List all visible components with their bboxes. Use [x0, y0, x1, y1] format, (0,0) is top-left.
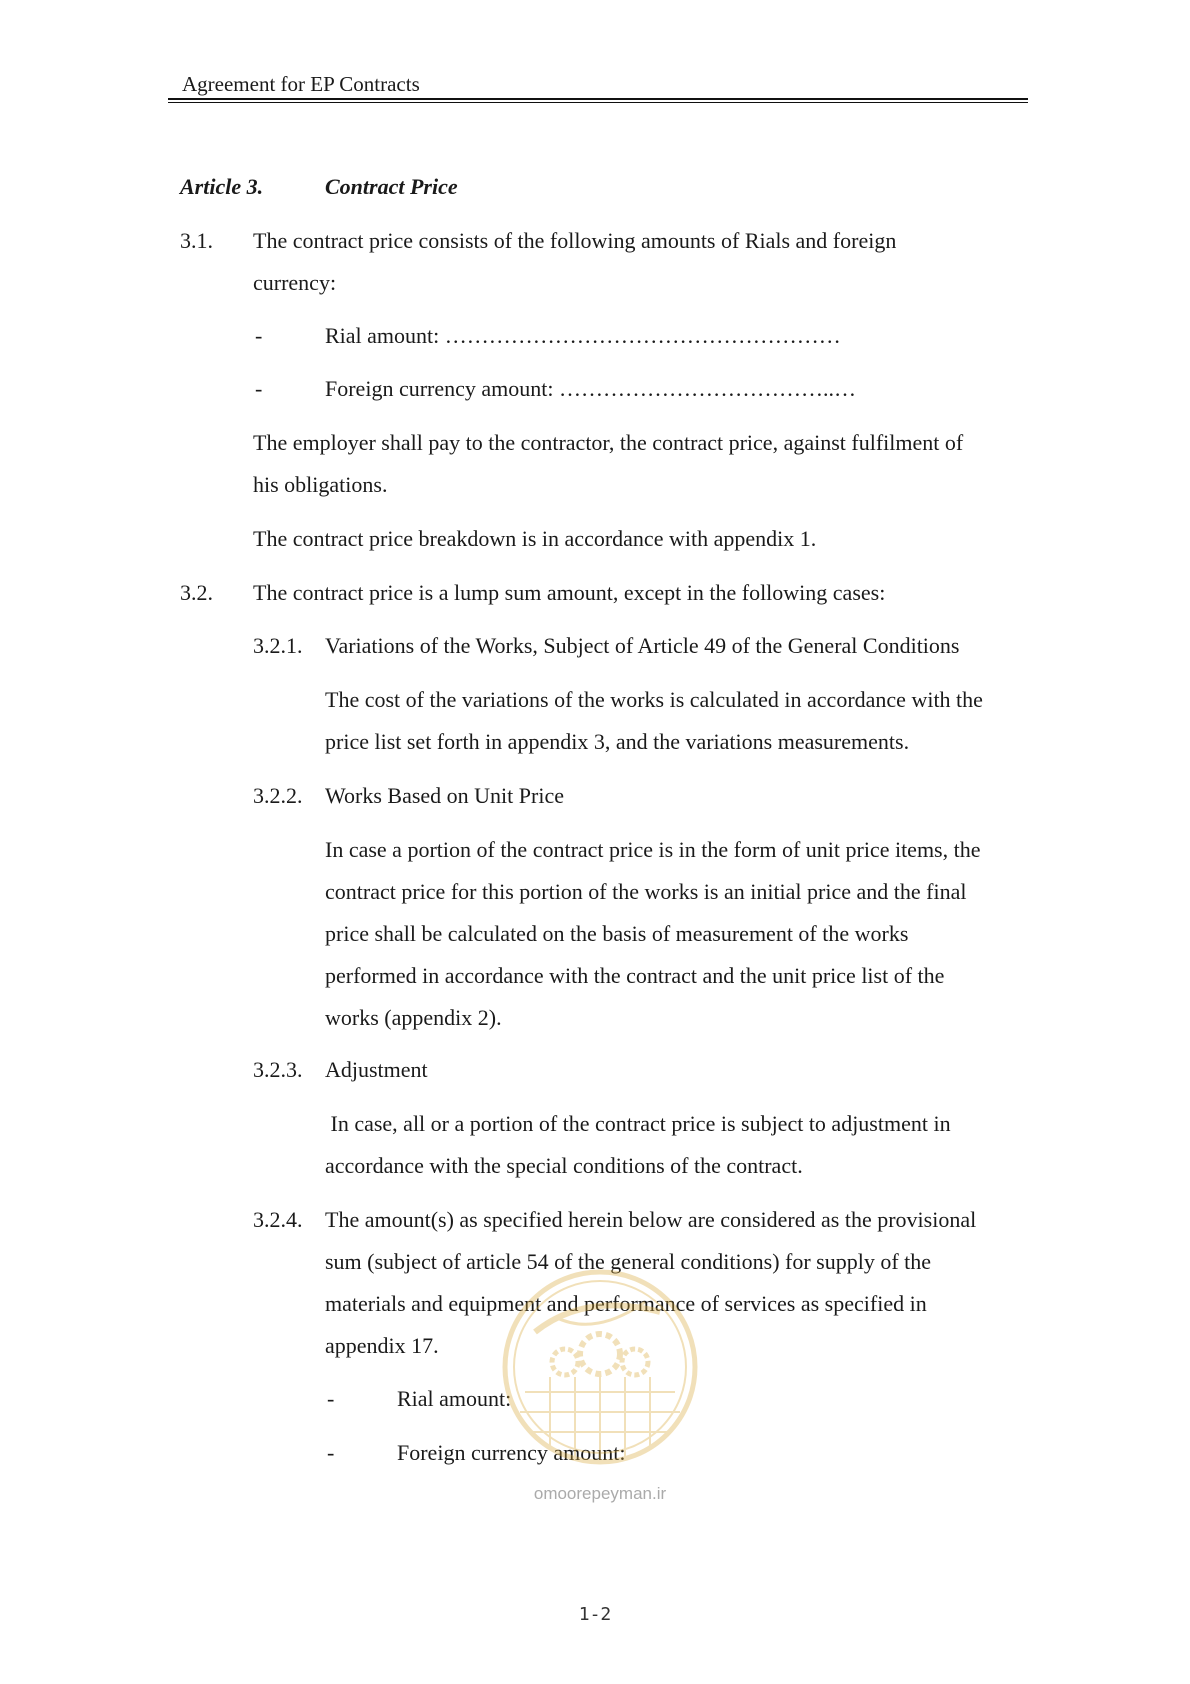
bullet-dash: -	[327, 1386, 335, 1411]
foreign-amount-line: Foreign currency amount: ………………………………..…	[325, 376, 856, 401]
header-rule	[168, 98, 1028, 100]
article-title: Contract Price	[325, 174, 458, 199]
paragraph-line: The contract price is a lump sum amount, except in the following cases:	[253, 580, 886, 605]
foreign-amount-line: Foreign currency amount:	[397, 1440, 626, 1465]
subsection-title: Adjustment	[325, 1057, 428, 1082]
section-number: 3.1.	[180, 228, 213, 253]
paragraph-line: his obligations.	[253, 472, 388, 497]
paragraph-line: performed in accordance with the contract and the unit price list of the	[325, 963, 945, 988]
bullet-dash: -	[255, 376, 263, 401]
rial-amount-line: Rial amount:	[397, 1386, 512, 1411]
paragraph-line: price list set forth in appendix 3, and the variations measurements.	[325, 729, 910, 754]
subsection-number: 3.2.1.	[253, 633, 303, 658]
paragraph-line: works (appendix 2).	[325, 1005, 502, 1030]
paragraph-line: appendix 17.	[325, 1333, 439, 1358]
subsection-number: 3.2.2.	[253, 783, 303, 808]
subsection-title: Variations of the Works, Subject of Article 49 of the General Conditions	[325, 633, 960, 658]
subsection-title: Works Based on Unit Price	[325, 783, 564, 808]
paragraph-line: The contract price consists of the following amounts of Rials and foreign	[253, 228, 897, 253]
section-number: 3.2.	[180, 580, 213, 605]
paragraph-line: currency:	[253, 270, 337, 295]
paragraph-line: materials and equipment and performance of services as specified in	[325, 1291, 927, 1316]
header-title: Agreement for EP Contracts	[182, 72, 420, 96]
subsection-number: 3.2.3.	[253, 1057, 303, 1082]
paragraph-line: The amount(s) as specified herein below are considered as the provisional	[325, 1207, 977, 1232]
paragraph-line: The employer shall pay to the contractor, the contract price, against fulfilment of	[253, 430, 964, 455]
page-number: 1-2	[578, 1604, 612, 1625]
rial-amount-line: Rial amount: ………………………………………………	[325, 323, 841, 348]
paragraph-line: sum (subject of article 54 of the general conditions) for supply of the	[325, 1249, 932, 1274]
watermark-seal	[495, 1262, 705, 1512]
paragraph-line: contract price for this portion of the works is an initial price and the final	[325, 879, 967, 904]
paragraph-line: In case a portion of the contract price is in the form of unit price items, the	[325, 837, 981, 862]
bullet-dash: -	[327, 1440, 335, 1465]
paragraph-line: price shall be calculated on the basis of measurement of the works	[325, 921, 909, 946]
paragraph-line: accordance with the special conditions of the contract.	[325, 1153, 803, 1178]
header-rule-thin	[168, 102, 1028, 103]
watermark-text: omoorepeyman.ir	[533, 1484, 667, 1503]
paragraph-line: The contract price breakdown is in accordance with appendix 1.	[253, 526, 817, 551]
bullet-dash: -	[255, 323, 263, 348]
article-number: Article 3.	[180, 174, 264, 199]
subsection-number: 3.2.4.	[253, 1207, 303, 1232]
paragraph-line: The cost of the variations of the works is calculated in accordance with the	[325, 687, 983, 712]
paragraph-line: In case, all or a portion of the contract price is subject to adjustment in	[325, 1111, 951, 1136]
